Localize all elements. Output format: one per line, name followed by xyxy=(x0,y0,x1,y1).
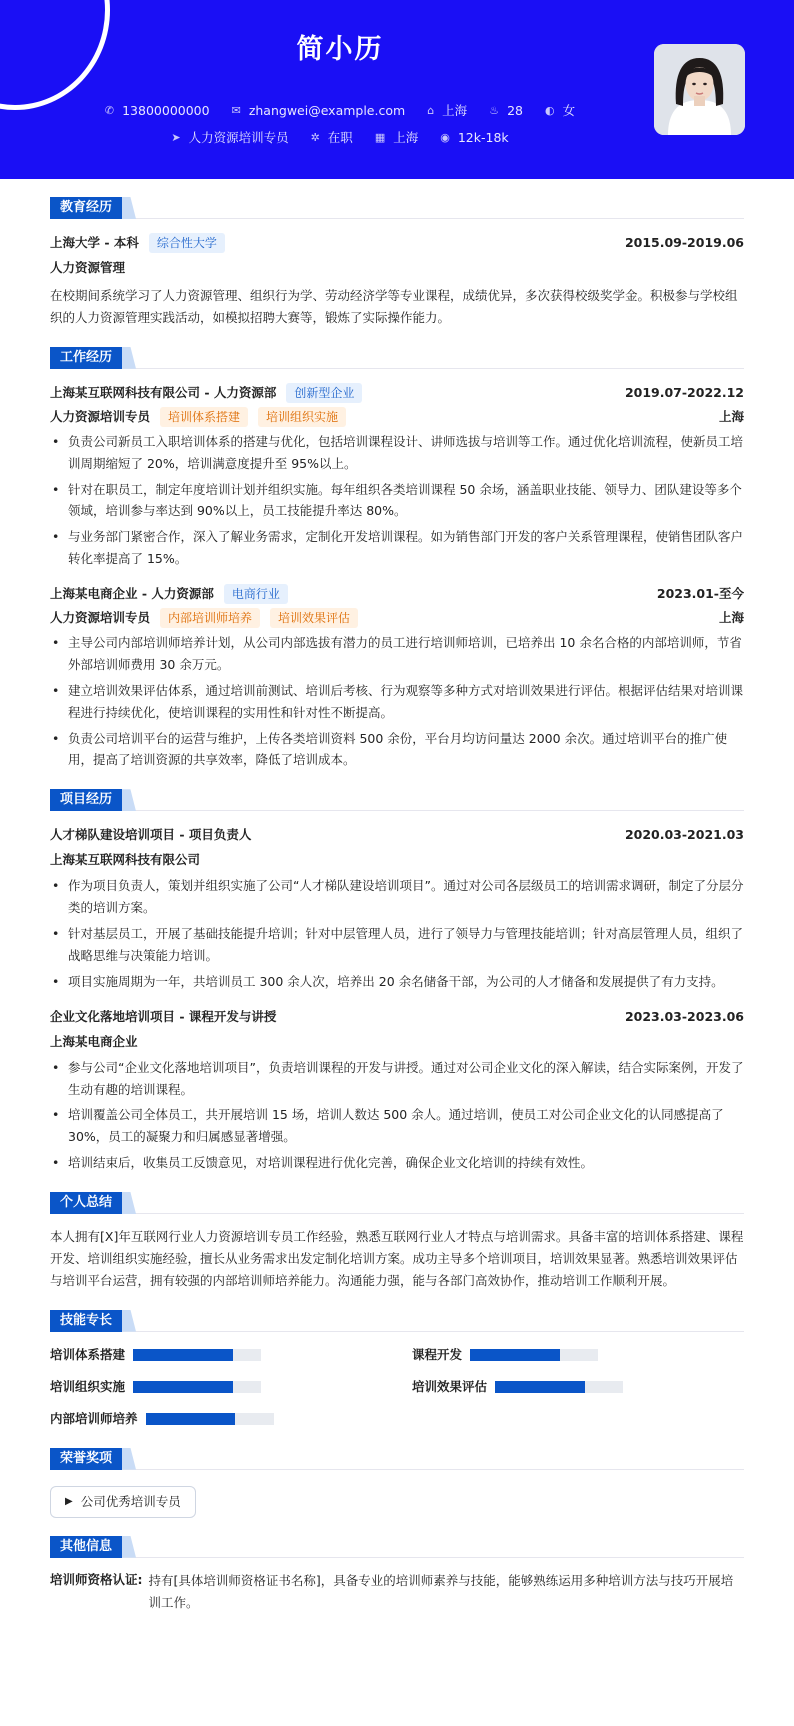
role-tag: 培训组织实施 xyxy=(258,407,346,427)
other-info-row xyxy=(50,1570,744,1614)
list-item: • 负责公司新员工入职培训体系的搭建与优化，包括培训课程设计、讲师选拔与培训等工作。通过优化培训流程，使新员工培训周期缩短了 20%，培训满意度提升至 95%以上。 xyxy=(50,431,744,475)
awards-section xyxy=(50,1448,744,1518)
job-role: 人力资源培训专员 xyxy=(50,610,151,625)
work-bullets xyxy=(50,632,744,771)
skill-item xyxy=(412,1376,744,1398)
section-header xyxy=(50,789,744,811)
summary-section xyxy=(50,1192,744,1292)
target-city-item: ▦ 上海 xyxy=(374,130,419,145)
company-tag: 电商行业 xyxy=(224,584,288,604)
section-title: 项目经历 xyxy=(50,789,122,811)
company-name: 上海某电商企业 - 人力资源部 xyxy=(50,586,214,601)
building-icon: ▦ xyxy=(374,131,386,145)
school-name: 上海大学 - 本科 xyxy=(50,235,139,250)
list-item: • 培训结束后，收集员工反馈意见，对培训课程进行优化完善，确保企业文化培训的持续有效性。 xyxy=(50,1152,744,1174)
section-title: 工作经历 xyxy=(50,347,122,369)
role-tag: 培训体系搭建 xyxy=(160,407,248,427)
skill-bar-fill xyxy=(470,1349,560,1361)
skills-section xyxy=(50,1310,744,1430)
skill-bar xyxy=(495,1381,623,1393)
company-tag: 创新型企业 xyxy=(286,383,362,403)
project-date: 2020.03-2021.03 xyxy=(624,827,744,843)
work-section xyxy=(50,347,744,772)
school-tag: 综合性大学 xyxy=(149,233,225,253)
education-description: 在校期间系统学习了人力资源管理、组织行为学、劳动经济学等专业课程，成绩优异，多次获得校级奖学金。积极参与学校组织的人力资源管理实践活动，如模拟招聘大赛等，锻炼了实际操作能力。 xyxy=(50,288,738,325)
gender-icon: ◐ xyxy=(544,104,555,118)
award-name: 公司优秀培训专员 xyxy=(80,1493,181,1509)
skill-name: 培训组织实施 xyxy=(50,1378,126,1394)
home-icon: ⌂ xyxy=(427,104,435,118)
skill-bar xyxy=(133,1381,261,1393)
project-entry xyxy=(50,1005,744,1174)
age-item: ♨ 28 xyxy=(489,103,523,118)
section-header xyxy=(50,1192,744,1214)
education-section xyxy=(50,197,744,329)
list-item: • 参与公司“企业文化落地培训项目”，负责培训课程的开发与讲授。通过对公司企业文化的深入解读，结合实际案例，开发了生动有趣的培训课程。 xyxy=(50,1057,744,1101)
skill-bar xyxy=(146,1413,274,1425)
phone-icon: ✆ xyxy=(104,104,115,118)
skill-bar xyxy=(133,1349,261,1361)
skill-bar-fill xyxy=(133,1381,233,1393)
mail-icon: ✉ xyxy=(231,104,241,118)
gender-item: ◐ 女 xyxy=(544,103,576,118)
candidate-name: 简小历 xyxy=(296,34,384,65)
skills-grid xyxy=(50,1344,744,1430)
education-date: 2015.09-2019.06 xyxy=(624,235,744,250)
other-section xyxy=(50,1536,744,1614)
section-header xyxy=(50,1310,744,1332)
skill-item xyxy=(50,1376,382,1398)
skill-bar xyxy=(470,1349,598,1361)
summary-text: 本人拥有[X]年互联网行业人力资源培训专员工作经验，熟悉互联网行业人才特点与培训需求。具备丰富的培训体系搭建、课程开发、培训组织实施经验，擅长从业务需求出发定制化培训方案。成功主导多个培训项目，培训效果显著。熟悉培训效果评估与培训平台运营，拥有较强的内部培训师培养能力。沟通能力强，能与各部门高效协作，推动培训工作顺利开展。 xyxy=(50,1229,744,1288)
skill-item xyxy=(50,1408,382,1430)
skill-item xyxy=(50,1344,382,1366)
other-info-value: 持有[具体培训师资格证书名称]，具备专业的培训师素养与技能，能够熟练运用多种培训方法与技巧开展培训工作。 xyxy=(148,1572,734,1610)
phone-item: ✆ 13800000000 xyxy=(104,103,210,118)
project-bullets xyxy=(50,1057,744,1174)
project-org: 上海某电商企业 xyxy=(50,1033,138,1049)
email-item[interactable]: ✉ zhangwei@example.com xyxy=(231,103,406,118)
money-icon: ◉ xyxy=(440,131,450,145)
target-role-item: ➤ 人力资源培训专员 xyxy=(171,130,289,145)
company-name: 上海某互联网科技有限公司 - 人力资源部 xyxy=(50,384,277,400)
section-header xyxy=(50,347,744,369)
work-entry xyxy=(50,381,744,570)
project-bullets xyxy=(50,875,744,992)
project-date: 2023.03-2023.06 xyxy=(624,1008,744,1024)
project-name: 人才梯队建设培训项目 - 项目负责人 xyxy=(50,827,252,843)
role-tag: 内部培训师培养 xyxy=(160,608,260,628)
major: 人力资源管理 xyxy=(50,260,126,275)
play-icon: ▶ xyxy=(65,1495,73,1507)
section-header xyxy=(50,1536,744,1558)
contact-row xyxy=(0,101,680,121)
avatar-illustration xyxy=(654,44,745,135)
list-item: • 主导公司内部培训师培养计划，从公司内部选拔有潜力的员工进行培训师培训，已培养出 10 余名合格的内部培训师，节省外部培训师费用 30 余万元。 xyxy=(50,632,744,676)
work-entry xyxy=(50,582,744,771)
projects-section xyxy=(50,789,744,1174)
list-item: • 培训覆盖公司全体员工，共开展培训 15 场，培训人数达 500 余人。通过培训，使员工对公司企业文化的认同感提高了 30%，员工的凝聚力和归属感显著增强。 xyxy=(50,1104,744,1148)
list-item: • 针对基层员工，开展了基础技能提升培训；针对中层管理人员，进行了领导力与管理技能培训；针对高层管理人员，组织了战略思维与决策能力培训。 xyxy=(50,923,744,967)
project-entry xyxy=(50,823,744,992)
award-badge xyxy=(50,1486,196,1518)
project-name: 企业文化落地培训项目 - 课程开发与讲授 xyxy=(50,1008,277,1024)
other-info-key: 培训师资格认证: xyxy=(50,1571,143,1587)
section-title: 其他信息 xyxy=(50,1536,122,1558)
section-header xyxy=(50,197,744,219)
section-title: 荣誉奖项 xyxy=(50,1448,122,1470)
work-bullets xyxy=(50,431,744,570)
list-item: • 建立培训效果评估体系，通过培训前测试、培训后考核、行为观察等多种方式对培训效果进行评估。根据评估结果对培训课程进行持续优化，使培训课程的实用性和针对性不断提高。 xyxy=(50,680,744,724)
avatar xyxy=(654,44,745,135)
list-item: • 作为项目负责人，策划并组织实施了公司“人才梯队建设培训项目”。通过对公司各层级员工的培训需求调研，制定了分层分类的培训方案。 xyxy=(50,875,744,919)
intention-row xyxy=(0,128,680,148)
project-org: 上海某互联网科技有限公司 xyxy=(50,852,201,868)
section-title: 教育经历 xyxy=(50,197,122,219)
cake-icon: ♨ xyxy=(489,104,500,118)
status-item: ✲ 在职 xyxy=(310,130,353,145)
skill-bar-fill xyxy=(146,1413,236,1425)
section-title: 个人总结 xyxy=(50,1192,122,1214)
work-city: 上海 xyxy=(718,610,744,625)
list-item: • 项目实施周期为一年，共培训员工 300 余人次，培养出 20 余名储备干部，为公司的人才储备和发展提供了有力支持。 xyxy=(50,971,744,993)
work-date: 2023.01-至今 xyxy=(656,586,744,601)
salary-item: ◉ 12k-18k xyxy=(440,130,509,145)
skill-name: 课程开发 xyxy=(412,1346,463,1362)
education-entry xyxy=(50,231,744,329)
resume-header xyxy=(0,0,794,179)
skill-name: 培训效果评估 xyxy=(412,1378,488,1394)
section-header xyxy=(50,1448,744,1470)
list-item: • 与业务部门紧密合作，深入了解业务需求，定制化开发培训课程。如为销售部门开发的客户关系管理课程，使销售团队客户转化率提高了 15%。 xyxy=(50,526,744,570)
skill-name: 内部培训师培养 xyxy=(50,1410,138,1426)
work-city: 上海 xyxy=(718,408,744,424)
role-tag: 培训效果评估 xyxy=(270,608,358,628)
work-date: 2019.07-2022.12 xyxy=(624,384,744,400)
job-role: 人力资源培训专员 xyxy=(50,408,151,424)
skill-bar-fill xyxy=(495,1381,585,1393)
list-item: • 针对在职员工，制定年度培训计划并组织实施。每年组织各类培训课程 50 余场，涵盖职业技能、领导力、团队建设等多个领域，培训参与率达到 90%以上，员工技能提升率达 80%。 xyxy=(50,479,744,523)
skill-bar-fill xyxy=(133,1349,233,1361)
skill-item xyxy=(412,1344,744,1366)
resume-body xyxy=(0,197,794,1613)
send-icon: ➤ xyxy=(171,131,181,145)
skill-name: 培训体系搭建 xyxy=(50,1346,126,1362)
list-item: • 负责公司培训平台的运营与维护，上传各类培训资料 500 余份，平台月均访问量达 2000 余次。通过培训平台的推广使用，提高了培训资源的共享效率，降低了培训成本。 xyxy=(50,728,744,772)
section-title: 技能专长 xyxy=(50,1310,122,1332)
gear-icon: ✲ xyxy=(310,131,320,145)
city-item: ⌂ 上海 xyxy=(427,103,468,118)
